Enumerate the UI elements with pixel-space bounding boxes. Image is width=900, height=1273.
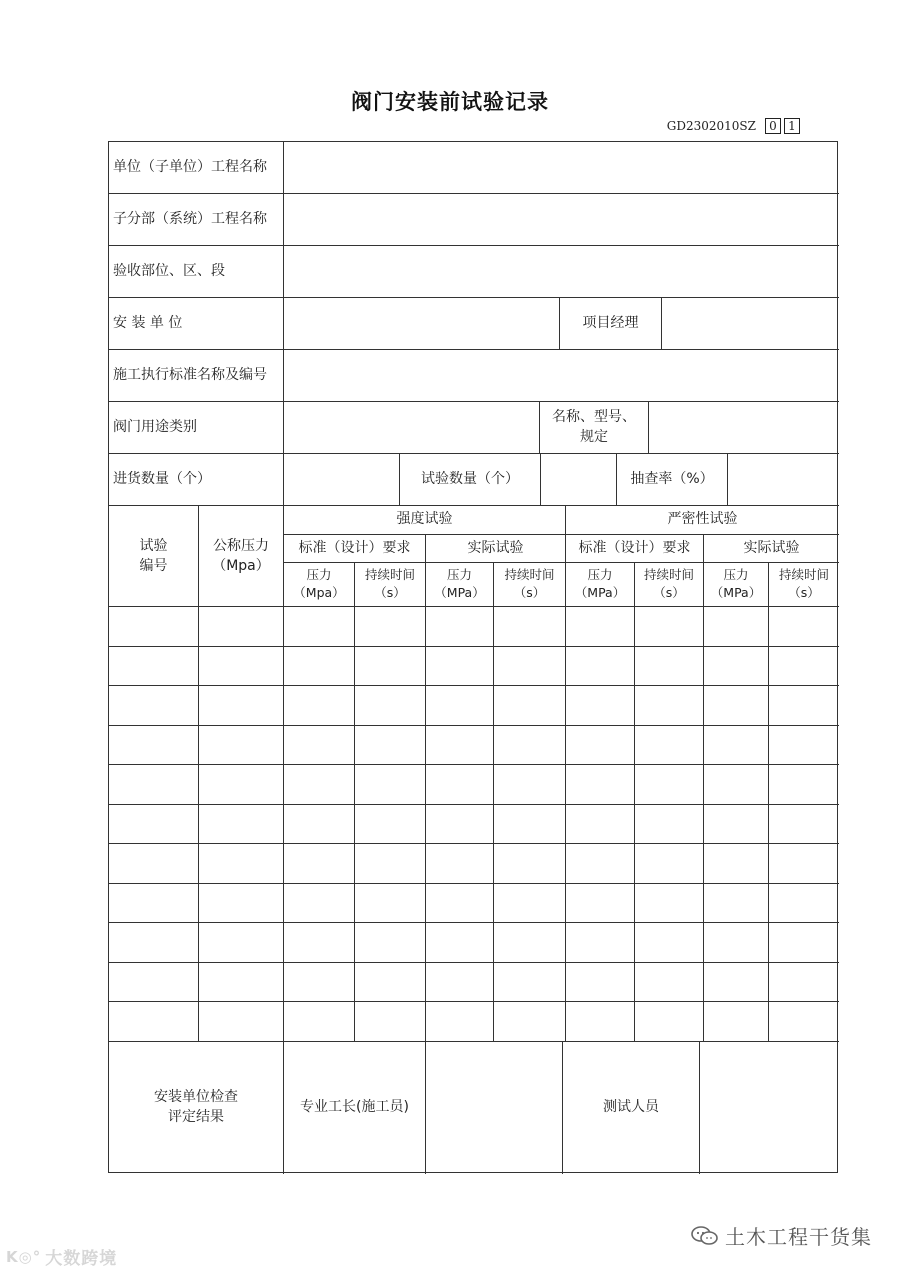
- label-inspection-1: 安装单位检查: [154, 1089, 238, 1105]
- col-line: [727, 453, 728, 505]
- row-line: [109, 245, 839, 246]
- row-line: [109, 922, 839, 923]
- col-line: [540, 453, 541, 505]
- row-line: [284, 534, 839, 535]
- label-sub-project: 子分部（系统）工程名称: [113, 211, 267, 227]
- form-code-box-1: 0: [765, 118, 781, 134]
- row-line: [109, 297, 839, 298]
- label-incoming-qty: 进货数量（个）: [113, 471, 211, 487]
- label-pressure-2: 压力: [446, 567, 472, 582]
- watermark-left: [6, 1244, 117, 1269]
- label-unit-s-1: （s）: [374, 585, 406, 600]
- col-line: [354, 562, 355, 1041]
- row-line: [109, 505, 839, 506]
- label-unit-s-4: （s）: [788, 585, 820, 600]
- label-unit-s-2: （s）: [513, 585, 546, 600]
- label-valve-usage: 阀门用途类别: [113, 419, 197, 435]
- label-unit-mpa-3: （MPa）: [574, 585, 626, 600]
- label-strength-standard: 标准（设计）要求: [298, 540, 411, 556]
- label-unit-s-3: （s）: [653, 585, 685, 600]
- row-line: [109, 843, 839, 844]
- label-sampling-rate: 抽查率（%）: [630, 471, 714, 487]
- label-inspection-2: 评定结果: [168, 1109, 224, 1125]
- label-project-manager: 项目经理: [582, 315, 639, 331]
- label-nominal-pressure-2: （Mpa）: [212, 558, 270, 574]
- row-line: [109, 883, 839, 884]
- watermark-right: [691, 1221, 872, 1250]
- row-line: [109, 349, 839, 350]
- row-line: [109, 401, 839, 402]
- label-duration-3: 持续时间: [643, 567, 694, 582]
- col-line: [661, 297, 662, 349]
- row-line: [109, 646, 839, 647]
- wechat-icon: [691, 1225, 719, 1247]
- col-line: [425, 1041, 426, 1174]
- label-tightness-actual: 实际试验: [743, 540, 800, 556]
- row-line: [109, 453, 839, 454]
- label-test-no-2: 编号: [139, 558, 168, 574]
- row-line: [109, 764, 839, 765]
- col-line: [634, 562, 635, 1041]
- row-line: [109, 962, 839, 963]
- col-line: [703, 534, 704, 1041]
- row-line: [109, 1001, 839, 1002]
- col-line: [283, 142, 284, 505]
- label-unit-project: 单位（子单位）工程名称: [113, 159, 267, 175]
- label-install-unit: 安 装 单 位: [113, 315, 183, 331]
- label-duration-4: 持续时间: [778, 567, 829, 582]
- row-line: [109, 1041, 839, 1042]
- label-pressure-4: 压力: [723, 567, 749, 582]
- form-table: [108, 141, 838, 1173]
- row-line: [109, 193, 839, 194]
- label-unit-mpa-1: （Mpa）: [293, 585, 345, 600]
- label-unit-mpa-2: （MPa）: [434, 585, 485, 600]
- col-line: [648, 401, 649, 453]
- label-unit-mpa-4: （MPa）: [710, 585, 762, 600]
- label-tightness-test: 严密性试验: [667, 511, 738, 527]
- label-nominal-pressure-1: 公称压力: [213, 538, 269, 554]
- label-test-no-1: 试验: [139, 538, 168, 554]
- label-standard: 施工执行标准名称及编号: [113, 367, 267, 383]
- label-name-model-1: 名称、型号、: [552, 409, 636, 425]
- row-line: [109, 725, 839, 726]
- label-test-qty: 试验数量（个）: [421, 471, 519, 487]
- col-line: [283, 505, 284, 1174]
- form-code-text: GD2302010SZ: [666, 119, 756, 133]
- label-name-model-2: 规定: [580, 429, 608, 445]
- label-pressure-1: 压力: [306, 567, 332, 582]
- row-line: [109, 685, 839, 686]
- row-line: [284, 562, 839, 563]
- col-line: [493, 562, 494, 1041]
- watermark-left-text: 大数跨境: [45, 1249, 118, 1269]
- col-line: [198, 505, 199, 1041]
- brand-logo-icon: K◎°: [6, 1247, 42, 1266]
- row-line: [109, 606, 839, 607]
- label-foreman: 专业工长(施工员): [300, 1099, 409, 1115]
- label-tester: 测试人员: [603, 1099, 659, 1115]
- col-line: [425, 534, 426, 1041]
- form-code-box-2: 1: [784, 118, 800, 134]
- label-tightness-standard: 标准（设计）要求: [578, 540, 691, 556]
- label-acceptance-part: 验收部位、区、段: [113, 263, 225, 279]
- label-strength-test: 强度试验: [396, 511, 453, 527]
- col-line: [768, 562, 769, 1041]
- label-duration-1: 持续时间: [364, 567, 415, 582]
- col-line: [699, 1041, 700, 1174]
- row-line: [109, 804, 839, 805]
- label-pressure-3: 压力: [587, 567, 613, 582]
- watermark-right-text: 土木工程干货集: [725, 1225, 872, 1249]
- label-duration-2: 持续时间: [504, 567, 555, 582]
- page-title: 阀门安装前试验记录: [351, 89, 549, 114]
- form-code: [667, 116, 800, 136]
- label-strength-actual: 实际试验: [467, 540, 524, 556]
